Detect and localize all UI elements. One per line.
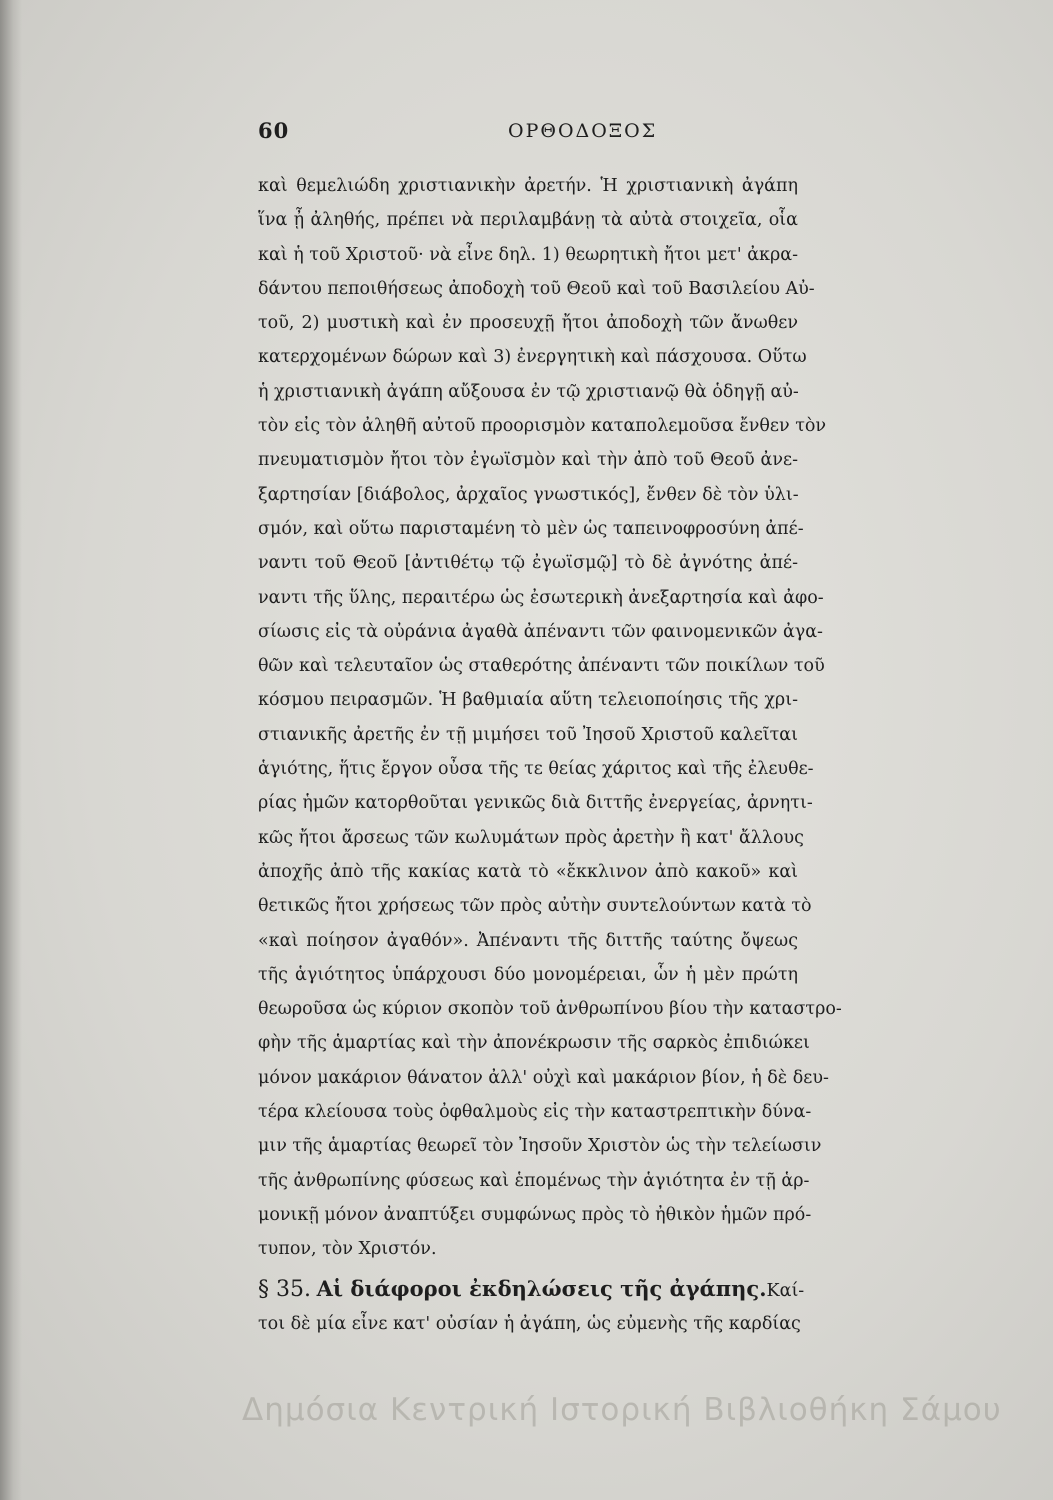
- text-line: κατερχομένων δώρων καὶ 3) ἐνεργητικὴ καὶ πάσχουσα. Οὕτω: [258, 347, 807, 368]
- text-line: καὶ θεμελιώδη χριστιανικὴν ἀρετήν. Ἡ χριστιανικὴ ἀγάπη: [258, 176, 798, 196]
- text-line: σίωσις εἰς τὰ οὐράνια ἀγαθὰ ἀπέναντι τῶν φαινομενικῶν ἀγα-: [258, 621, 823, 642]
- text-line: «καὶ ποίησον ἀγαθόν». Ἀπέναντι τῆς διττῆς ταύτης ὄψεως: [258, 930, 798, 951]
- text-line: τῆς ἀνθρωπίνης φύσεως καὶ ἑπομένως τὴν ἁγιότητα ἐν τῇ ἁρ-: [258, 1170, 810, 1191]
- text-line: κῶς ἤτοι ἄρσεως τῶν κωλυμάτων πρὸς ἀρετὴν ἢ κατ' ἄλλους: [258, 827, 804, 848]
- text-line: τυπον, τὸν Χριστόν.: [258, 1239, 437, 1260]
- section-continuation: Καί-: [766, 1280, 805, 1301]
- text-line: ἵνα ᾖ ἀληθής, πρέπει νὰ περιλαμβάνῃ τὰ αὐτὰ στοιχεῖα, οἷα: [258, 210, 798, 231]
- text-line: μόνον μακάριον θάνατον ἀλλ' οὐχὶ καὶ μακάριον βίον, ἡ δὲ δευ-: [258, 1067, 829, 1088]
- text-line: πνευματισμὸν ἤτοι τὸν ἐγωϊσμὸν καὶ τὴν ἀπὸ τοῦ Θεοῦ ἀνε-: [258, 450, 798, 471]
- page-gutter-shadow: [0, 0, 22, 1500]
- text-line: ἡ χριστιανικὴ ἀγάπη αὔξουσα ἐν τῷ χριστιανῷ θὰ ὁδηγῇ αὐ-: [258, 381, 799, 402]
- text-line: ξαρτησίαν [διάβολος, ἀρχαῖος γνωστικός], ἔνθεν δὲ τὸν ὑλι-: [258, 484, 799, 505]
- text-line: τοῦ, 2) μυστικὴ καὶ ἐν προσευχῇ ἤτοι ἀποδοχὴ τῶν ἄνωθεν: [258, 313, 798, 334]
- text-line: μιν τῆς ἁμαρτίας θεωρεῖ τὸν Ἰησοῦν Χριστὸν ὡς τὴν τελείωσιν: [258, 1136, 822, 1157]
- running-title: ΟΡΘΟΔΟΞΟΣ: [508, 120, 658, 142]
- text-line: δάντου πεποιθήσεως ἀποδοχὴ τοῦ Θεοῦ καὶ τοῦ Βασιλείου Αὐ-: [258, 278, 815, 299]
- text-line: σμόν, καὶ οὕτω παρισταμένη τὸ μὲν ὡς ταπεινοφροσύνη ἀπέ-: [258, 518, 804, 539]
- text-line: θῶν καὶ τελευταῖον ὡς σταθερότης ἀπέναντι τῶν ποικίλων τοῦ: [258, 656, 825, 677]
- text-line: θετικῶς ἤτοι χρήσεως τῶν πρὸς αὐτὴν συντελούντων κατὰ τὸ: [258, 896, 812, 917]
- text-line: στιανικῆς ἀρετῆς ἐν τῇ μιμήσει τοῦ Ἰησοῦ Χριστοῦ καλεῖται: [258, 724, 798, 745]
- text-line: καὶ ἡ τοῦ Χριστοῦ· νὰ εἶνε δηλ. 1) θεωρητικὴ ἤτοι μετ' ἀκρα-: [258, 244, 798, 265]
- body-text: [258, 169, 842, 1341]
- text-line: ναντι τῆς ὕλης, περαιτέρω ὡς ἐσωτερικὴ ἀνεξαρτησία καὶ ἀφο-: [258, 587, 824, 608]
- text-line: θεωροῦσα ὡς κύριον σκοπὸν τοῦ ἀνθρωπίνου βίου τὴν καταστρο-: [258, 999, 842, 1020]
- section-heading-line: [258, 1267, 805, 1307]
- text-line: ρίας ἡμῶν κατορθοῦται γενικῶς διὰ διττῆς ἐνεργείας, ἀρνητι-: [258, 793, 813, 814]
- page-header: [258, 118, 778, 154]
- text-line: τέρα κλείουσα τοὺς ὀφθαλμοὺς εἰς τὴν καταστρεπτικὴν δύνα-: [258, 1102, 812, 1123]
- page-number: 60: [258, 118, 290, 143]
- section-number: § 35.: [258, 1276, 311, 1302]
- text-line: ναντι τοῦ Θεοῦ [ἀντιθέτῳ τῷ ἐγωϊσμῷ] τὸ δὲ ἀγνότης ἀπέ-: [258, 553, 798, 574]
- text-line: φὴν τῆς ἁμαρτίας καὶ τὴν ἀπονέκρωσιν τῆς σαρκὸς ἐπιδιώκει: [258, 1033, 810, 1054]
- text-line: τῆς ἁγιότητος ὑπάρχουσι δύο μονομέρειαι, ὧν ἡ μὲν πρώτη: [258, 964, 798, 985]
- text-line: μονικῇ μόνον ἀναπτύξει συμφώνως πρὸς τὸ ἠθικὸν ἡμῶν πρό-: [258, 1204, 812, 1225]
- text-line: ἁγιότης, ἥτις ἔργον οὖσα τῆς τε θείας χάριτος καὶ τῆς ἐλευθε-: [258, 759, 814, 780]
- text-line: ἀποχῆς ἀπὸ τῆς κακίας κατὰ τὸ «ἔκκλινον ἀπὸ κακοῦ» καὶ: [258, 861, 798, 882]
- library-watermark: Δημόσια Κεντρική Ιστορική Βιβλιοθήκη Σάμου: [242, 1392, 1002, 1428]
- text-line: τοι δὲ μία εἶνε κατ' οὐσίαν ἡ ἀγάπη, ὡς εὐμενὴς τῆς καρδίας: [258, 1313, 801, 1334]
- text-line: τὸν εἰς τὸν ἀληθῆ αὐτοῦ προορισμὸν καταπολεμοῦσα ἔνθεν τὸν: [258, 416, 827, 437]
- section-heading: Αἱ διάφοροι ἐκδηλώσεις τῆς ἀγάπης.: [316, 1275, 767, 1301]
- text-line: κόσμου πειρασμῶν. Ἡ βαθμιαία αὕτη τελειοποίησις τῆς χρι-: [258, 690, 798, 711]
